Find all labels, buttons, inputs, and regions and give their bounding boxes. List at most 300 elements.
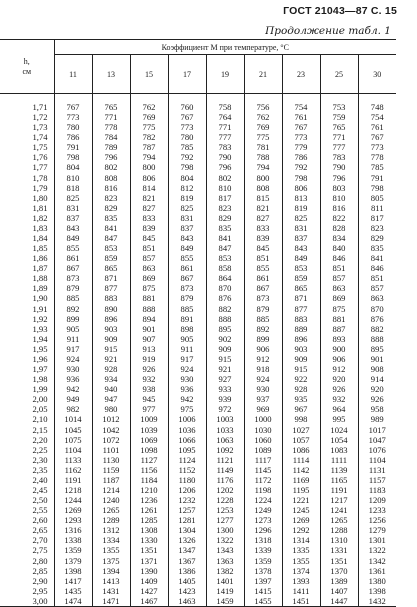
coefficient-cell: 813: [282, 193, 320, 203]
h-value-cell: 2,30: [0, 455, 54, 465]
coefficient-cell: 773: [358, 142, 396, 152]
coefficient-cell: 1214: [92, 485, 130, 495]
coefficient-cell: 775: [244, 132, 282, 142]
coefficient-cell: 924: [168, 364, 206, 374]
coefficient-cell: 1316: [54, 525, 92, 535]
coefficient-cell: 1014: [54, 414, 92, 424]
coefficient-cell: 1292: [282, 525, 320, 535]
coefficient-cell: 883: [282, 314, 320, 324]
coefficient-cell: 847: [92, 233, 130, 243]
coefficient-cell: 831: [54, 203, 92, 213]
coefficient-cell: 1371: [130, 556, 168, 566]
coefficient-cell: 1322: [358, 545, 396, 555]
coefficient-cell: 1326: [168, 535, 206, 545]
coefficient-cell: 783: [206, 142, 244, 152]
table-row: [0, 263, 396, 273]
coefficient-cell: 1017: [358, 425, 396, 435]
table-row: [0, 233, 396, 243]
coefficient-cell: 829: [358, 233, 396, 243]
coefficient-cell: 765: [92, 94, 130, 113]
coefficient-cell: 858: [206, 263, 244, 273]
table-row: [0, 193, 396, 203]
coefficient-cell: 791: [54, 142, 92, 152]
h-value-cell: 1,79: [0, 183, 54, 193]
coefficient-cell: 785: [168, 142, 206, 152]
h-column-unit: см: [22, 66, 32, 76]
coefficient-cell: 1339: [244, 545, 282, 555]
coefficient-cell: 1261: [130, 505, 168, 515]
coefficient-cell: 1198: [244, 485, 282, 495]
coefficient-cell: 877: [92, 283, 130, 293]
h-value-cell: 2,25: [0, 445, 54, 455]
coefficient-cell: 888: [358, 334, 396, 344]
coefficient-cell: 921: [92, 354, 130, 364]
coefficient-cell: 798: [282, 173, 320, 183]
coefficient-cell: 843: [282, 243, 320, 253]
coefficient-cell: 822: [320, 213, 358, 223]
coefficient-cell: 1024: [320, 425, 358, 435]
coefficient-cell: 846: [320, 253, 358, 263]
table-row: [0, 94, 396, 113]
coefficient-cell: 921: [206, 364, 244, 374]
coefficient-cell: 867: [54, 263, 92, 273]
coefficient-cell: 927: [206, 374, 244, 384]
table-row: [0, 162, 396, 172]
table-row: [0, 122, 396, 132]
table-row: [0, 576, 396, 586]
h-value-cell: 2,15: [0, 425, 54, 435]
coefficient-cell: 823: [92, 193, 130, 203]
coefficient-cell: 1009: [130, 414, 168, 424]
coefficient-cell: 995: [320, 414, 358, 424]
table-row: [0, 213, 396, 223]
coefficient-cell: 903: [92, 324, 130, 334]
coefficient-cell: 778: [358, 152, 396, 162]
coefficient-cell: 1236: [130, 495, 168, 505]
coefficient-cell: 936: [168, 384, 206, 394]
coefficient-cell: 1233: [358, 505, 396, 515]
table-row: [0, 505, 396, 515]
coefficient-cell: 932: [130, 374, 168, 384]
h-value-cell: 1,98: [0, 374, 54, 384]
coefficient-cell: 1156: [130, 465, 168, 475]
coefficient-cell: 922: [282, 374, 320, 384]
table-row: [0, 253, 396, 263]
coefficient-cell: 1241: [320, 505, 358, 515]
coefficient-cell: 829: [92, 203, 130, 213]
coefficient-cell: 1389: [320, 576, 358, 586]
coefficient-cell: 821: [130, 193, 168, 203]
coefficient-cell: 1322: [206, 535, 244, 545]
h-value-cell: 1,95: [0, 344, 54, 354]
coefficient-cell: 1104: [358, 455, 396, 465]
coefficient-cell: 875: [320, 304, 358, 314]
coefficient-cell: 1359: [244, 556, 282, 566]
coefficient-cell: 1060: [244, 435, 282, 445]
table-row: [0, 495, 396, 505]
coefficient-cell: 1121: [206, 455, 244, 465]
coefficient-cell: 771: [92, 112, 130, 122]
coefficient-cell: 912: [320, 364, 358, 374]
coefficient-cell: 780: [168, 132, 206, 142]
coefficient-cell: 877: [282, 304, 320, 314]
coefficient-cell: 790: [320, 162, 358, 172]
coefficient-cell: 869: [130, 273, 168, 283]
coefficient-cell: 841: [206, 233, 244, 243]
coefficient-cell: 849: [168, 243, 206, 253]
h-value-cell: 1,92: [0, 314, 54, 324]
coefficient-cell: 810: [206, 183, 244, 193]
table-row: [0, 142, 396, 152]
coefficient-cell: 771: [206, 122, 244, 132]
coefficient-cell: 1145: [244, 465, 282, 475]
coefficient-cell: 1447: [320, 596, 358, 607]
coefficient-cell: 804: [168, 173, 206, 183]
coefficient-cell: 892: [244, 324, 282, 334]
coefficient-cell: 964: [320, 404, 358, 414]
coefficient-cell: 937: [244, 394, 282, 404]
coefficient-cell: 873: [168, 283, 206, 293]
coefficient-cell: 1157: [358, 475, 396, 485]
running-head: ГОСТ 21043—87 С. 15: [283, 5, 397, 17]
coefficient-cell: 1355: [282, 556, 320, 566]
coefficient-cell: 1083: [320, 445, 358, 455]
coefficient-cell: 1269: [282, 515, 320, 525]
coefficient-cell: 843: [168, 233, 206, 243]
coefficient-cell: 831: [282, 223, 320, 233]
coefficient-cell: 1370: [320, 566, 358, 576]
coefficient-cell: 796: [92, 152, 130, 162]
coefficient-cell: 808: [92, 173, 130, 183]
coefficient-cell: 1289: [92, 515, 130, 525]
coefficient-cell: 919: [130, 354, 168, 364]
coefficient-cell: 1069: [130, 435, 168, 445]
coefficient-cell: 849: [282, 253, 320, 263]
h-value-cell: 1,80: [0, 193, 54, 203]
coefficient-cell: 1279: [358, 525, 396, 535]
coefficient-cell: 1027: [282, 425, 320, 435]
table-row: [0, 586, 396, 596]
table-row: [0, 394, 396, 404]
coefficient-cell: 855: [54, 243, 92, 253]
coefficient-cell: 1003: [206, 414, 244, 424]
h-value-cell: 2,45: [0, 485, 54, 495]
coefficient-cell: 789: [92, 142, 130, 152]
coefficient-cell: 905: [168, 334, 206, 344]
coefficient-cell: 920: [320, 374, 358, 384]
temperature-header: 23: [282, 55, 320, 94]
coefficient-cell: 787: [130, 142, 168, 152]
coefficient-cell: 1184: [130, 475, 168, 485]
coefficient-cell: 1101: [92, 445, 130, 455]
coefficient-cell: 1191: [320, 485, 358, 495]
coefficient-cell: 845: [244, 243, 282, 253]
coefficient-cell: 1176: [206, 475, 244, 485]
coefficient-cell: 771: [320, 132, 358, 142]
h-value-cell: 2,05: [0, 404, 54, 414]
coefficient-cell: 817: [358, 213, 396, 223]
coefficient-cell: 769: [244, 122, 282, 132]
coefficient-cell: 1417: [54, 576, 92, 586]
coefficient-cell: 1117: [244, 455, 282, 465]
h-value-cell: 1,73: [0, 122, 54, 132]
h-value-cell: 1,99: [0, 384, 54, 394]
table-row: [0, 475, 396, 485]
coefficient-cell: 767: [282, 122, 320, 132]
coefficient-cell: 969: [244, 404, 282, 414]
coefficient-cell: 1393: [282, 576, 320, 586]
coefficient-cell: 761: [282, 112, 320, 122]
coefficient-cell: 1455: [244, 596, 282, 607]
coefficient-cell: 947: [92, 394, 130, 404]
h-value-cell: 2,00: [0, 394, 54, 404]
coefficient-cell: 1432: [358, 596, 396, 607]
coefficient-cell: 924: [244, 374, 282, 384]
coefficient-cell: 881: [130, 293, 168, 303]
coefficient-cell: 863: [320, 283, 358, 293]
coefficient-cell: 1318: [244, 535, 282, 545]
coefficient-cell: 940: [92, 384, 130, 394]
coefficient-cell: 1375: [92, 556, 130, 566]
coefficient-cell: 748: [358, 94, 396, 113]
coefficient-cell: 938: [130, 384, 168, 394]
coefficient-cell: 804: [54, 162, 92, 172]
coefficient-cell: 1380: [358, 576, 396, 586]
coefficient-cell: 926: [320, 384, 358, 394]
coefficient-cell: 857: [130, 253, 168, 263]
coefficient-cell: 1114: [282, 455, 320, 465]
coefficient-cell: 808: [244, 183, 282, 193]
table-row: [0, 566, 396, 576]
h-value-cell: 1,84: [0, 233, 54, 243]
coefficient-cell: 881: [320, 314, 358, 324]
coefficient-cell: 924: [54, 354, 92, 364]
coefficient-cell: 816: [320, 203, 358, 213]
coefficient-cell: 882: [358, 324, 396, 334]
h-value-cell: 1,89: [0, 283, 54, 293]
coefficient-cell: 1149: [206, 465, 244, 475]
coefficient-cell: 915: [92, 344, 130, 354]
h-column-label: h,: [23, 56, 30, 66]
coefficient-cell: 1343: [206, 545, 244, 555]
coefficient-cell: 827: [244, 213, 282, 223]
coefficient-cell: 762: [244, 112, 282, 122]
coefficient-cell: 775: [130, 122, 168, 132]
coefficient-cell: 821: [244, 203, 282, 213]
coefficient-cell: 788: [244, 152, 282, 162]
coefficient-cell: 1374: [282, 566, 320, 576]
coefficient-cell: 1000: [244, 414, 282, 424]
coefficient-cell: 882: [206, 304, 244, 314]
coefficient-cell: 1423: [168, 586, 206, 596]
coefficient-cell: 913: [130, 344, 168, 354]
coefficient-cell: 933: [206, 384, 244, 394]
coefficient-cell: 1304: [168, 525, 206, 535]
coefficient-cell: 864: [206, 273, 244, 283]
coefficient-cell: 760: [168, 94, 206, 113]
coefficient-cell: 1202: [206, 485, 244, 495]
coefficient-cell: 1095: [168, 445, 206, 455]
coefficient-cell: 1394: [92, 566, 130, 576]
table-row: [0, 525, 396, 535]
coefficient-cell: 1111: [320, 455, 358, 465]
coefficient-cell: 1139: [320, 465, 358, 475]
temperature-header: 15: [130, 55, 168, 94]
coefficient-cell: 1382: [206, 566, 244, 576]
coefficient-cell: 1451: [282, 596, 320, 607]
table-row: [0, 152, 396, 162]
coefficient-cell: 930: [244, 384, 282, 394]
coefficient-cell: 926: [130, 364, 168, 374]
coefficient-cell: 778: [92, 122, 130, 132]
coefficient-cell: 1217: [320, 495, 358, 505]
coefficient-cell: 1256: [358, 515, 396, 525]
coefficient-cell: 1045: [54, 425, 92, 435]
coefficient-cell: 829: [206, 213, 244, 223]
coefficient-cell: 818: [54, 183, 92, 193]
coefficient-cell: 1210: [130, 485, 168, 495]
coefficient-cell: 930: [54, 364, 92, 374]
coefficient-cell: 1409: [130, 576, 168, 586]
coefficient-cell: 867: [168, 273, 206, 283]
coefficient-cell: 1398: [54, 566, 92, 576]
coefficient-cell: 1310: [320, 535, 358, 545]
coefficient-cell: 1209: [358, 495, 396, 505]
coefficient-cell: 1187: [92, 475, 130, 485]
coefficient-cell: 786: [282, 152, 320, 162]
coefficient-cell: 754: [358, 112, 396, 122]
h-value-cell: 2,50: [0, 495, 54, 505]
coefficient-cell: 828: [320, 223, 358, 233]
coefficient-cell: 879: [244, 304, 282, 314]
h-value-cell: 2,70: [0, 535, 54, 545]
coefficient-cell: 800: [130, 162, 168, 172]
table-row: [0, 273, 396, 283]
h-value-cell: 2,60: [0, 515, 54, 525]
coefficient-cell: 831: [168, 213, 206, 223]
coefficient-cell: 851: [130, 243, 168, 253]
coefficient-cell: 1281: [168, 515, 206, 525]
coefficient-cell: 876: [206, 293, 244, 303]
h-value-cell: 2,80: [0, 556, 54, 566]
coefficient-cell: 756: [244, 94, 282, 113]
coefficient-cell: 1183: [358, 485, 396, 495]
coefficient-cell: 823: [358, 223, 396, 233]
temperature-header: 17: [168, 55, 206, 94]
table-row: [0, 183, 396, 193]
coefficient-cell: 798: [168, 162, 206, 172]
coefficient-cell: 1165: [320, 475, 358, 485]
coefficient-cell: 885: [168, 304, 206, 314]
coefficient-cell: 861: [168, 263, 206, 273]
table-row: [0, 354, 396, 364]
coefficient-cell: 892: [54, 304, 92, 314]
coefficient-cell: 914: [358, 374, 396, 384]
coefficient-cell: 1244: [54, 495, 92, 505]
coefficient-cell: 1301: [358, 535, 396, 545]
coefficient-cell: 815: [244, 193, 282, 203]
h-value-cell: 1,87: [0, 263, 54, 273]
coefficient-cell: 839: [130, 223, 168, 233]
coefficient-cell: 784: [92, 132, 130, 142]
coefficient-cell: 1224: [244, 495, 282, 505]
coefficient-cell: 870: [206, 283, 244, 293]
coefficient-cell: 934: [92, 374, 130, 384]
coefficient-cell: 902: [206, 334, 244, 344]
coefficient-cell: 871: [282, 293, 320, 303]
coefficient-cell: 794: [244, 162, 282, 172]
coefficient-cell: 1378: [244, 566, 282, 576]
coefficient-cell: 1293: [54, 515, 92, 525]
coefficient-cell: 835: [206, 223, 244, 233]
coefficient-cell: 857: [358, 283, 396, 293]
coefficient-cell: 912: [244, 354, 282, 364]
coefficient-cell: 1335: [282, 545, 320, 555]
h-value-cell: 2,35: [0, 465, 54, 475]
coefficient-table: [0, 39, 396, 607]
h-value-cell: 1,82: [0, 213, 54, 223]
coefficient-cell: 780: [54, 122, 92, 132]
coefficient-cell: 1257: [168, 505, 206, 515]
coefficient-cell: 1330: [130, 535, 168, 545]
coefficient-cell: 899: [54, 314, 92, 324]
coefficient-cell: 1351: [320, 556, 358, 566]
coefficient-cell: 812: [168, 183, 206, 193]
coefficient-cell: 827: [130, 203, 168, 213]
coefficient-cell: 1405: [168, 576, 206, 586]
coefficient-cell: 1401: [206, 576, 244, 586]
coefficient-cell: 837: [168, 223, 206, 233]
coefficient-cell: 806: [130, 173, 168, 183]
table-row: [0, 556, 396, 566]
coefficient-cell: 816: [92, 183, 130, 193]
coefficient-cell: 805: [358, 193, 396, 203]
coefficient-cell: 975: [168, 404, 206, 414]
coefficient-cell: 811: [358, 203, 396, 213]
coefficient-cell: 1355: [92, 545, 130, 555]
coefficient-cell: 869: [320, 293, 358, 303]
coefficient-cell: 1072: [92, 435, 130, 445]
coefficient-cell: 901: [358, 354, 396, 364]
coefficient-cell: 980: [92, 404, 130, 414]
coefficient-cell: 853: [206, 253, 244, 263]
coefficient-cell: 1300: [206, 525, 244, 535]
table-row: [0, 445, 396, 455]
coefficient-cell: 802: [206, 173, 244, 183]
coefficient-cell: 839: [244, 233, 282, 243]
temperature-header: 13: [92, 55, 130, 94]
coefficient-cell: 972: [206, 404, 244, 414]
coefficient-cell: 888: [130, 304, 168, 314]
coefficient-cell: 1386: [168, 566, 206, 576]
coefficient-cell: 845: [130, 233, 168, 243]
coefficient-cell: 851: [244, 253, 282, 263]
coefficient-cell: 861: [54, 253, 92, 263]
coefficient-cell: 1172: [244, 475, 282, 485]
coefficient-cell: 791: [358, 173, 396, 183]
coefficient-cell: 855: [168, 253, 206, 263]
coefficient-cell: 942: [54, 384, 92, 394]
coefficient-cell: 796: [206, 162, 244, 172]
table-row: [0, 334, 396, 344]
coefficient-cell: 926: [358, 394, 396, 404]
coefficient-cell: 762: [130, 94, 168, 113]
coefficient-cell: 773: [168, 122, 206, 132]
coefficient-cell: 873: [54, 273, 92, 283]
temperature-header: 25: [320, 55, 358, 94]
coefficient-cell: 796: [320, 173, 358, 183]
table-row: [0, 324, 396, 334]
